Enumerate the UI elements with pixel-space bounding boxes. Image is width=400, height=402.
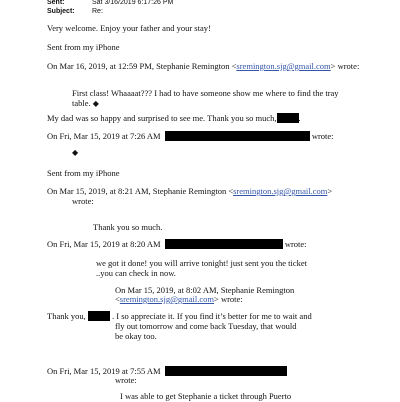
- appreciate-line-1: . I so appreciate it. If you find it’s better for me to wait and: [112, 311, 312, 321]
- quote-header-2-text: On Fri, Mar 15, 2019 at 7:26 AM: [47, 131, 161, 141]
- redaction-block: [277, 113, 299, 123]
- quote-header-1-end: > wrote:: [330, 61, 360, 71]
- quote-header-4-end: wrote:: [284, 239, 307, 249]
- appreciate-line-2: fly out tomorrow and come back Tuesday, that would: [115, 321, 297, 331]
- first-class-line-2: [72, 98, 99, 109]
- quote-header-6-wrote: wrote:: [115, 375, 137, 385]
- replacement-char-icon: ◆: [92, 99, 99, 108]
- replacement-char-icon: ◆: [72, 148, 79, 157]
- signature-line: Sent from my iPhone: [47, 42, 120, 52]
- signature-line-2: Sent from my iPhone: [47, 168, 120, 178]
- thank-you-line: Thank you so much.: [93, 222, 163, 232]
- quote-header-6-text: On Fri, Mar 15, 2019 at 7:55 AM: [47, 366, 161, 376]
- quote-header-5-open: <: [115, 294, 120, 304]
- redaction-block: [165, 131, 310, 141]
- thank-you-name-text: Thank you,: [47, 311, 86, 321]
- redaction-block: [165, 239, 283, 249]
- quote-header-4: [47, 239, 307, 250]
- quote-header-6: [47, 366, 287, 377]
- dad-line-end: .: [298, 113, 301, 123]
- first-class-line-2-text: table.: [72, 98, 91, 108]
- quote-header-3-end: >: [327, 186, 333, 196]
- sent-label: Sent:: [47, 0, 65, 6]
- quote-header-5-end: > wrote:: [214, 294, 243, 304]
- quote-header-5-cont: [115, 294, 243, 305]
- dad-line-text: My dad was so happy and surprised to see me. Thank you so much,: [47, 113, 277, 123]
- quote-header-1: [47, 61, 359, 72]
- appreciate-line-3: be okay too.: [115, 331, 157, 341]
- done-line-2: ..you can check in now.: [96, 268, 176, 278]
- email-link-3[interactable]: sremington.sjg@gmail.com: [119, 294, 215, 304]
- quote-header-3-text: On Mar 15, 2019, at 8:21 AM, Stephanie Remington <: [47, 186, 234, 196]
- done-line-1: we got it done! you will arrive tonight! just sent you the ticket: [96, 258, 308, 268]
- subject-value: Re:: [92, 8, 103, 15]
- quote-header-5: On Mar 15, 2019, at 8:02 AM, Stephanie Remington: [115, 285, 295, 295]
- quote-header-4-text: On Fri, Mar 15, 2019 at 8:20 AM: [47, 239, 161, 249]
- last-line: I was able to get Stephanie a ticket through Puerto: [120, 391, 292, 401]
- dad-line: [47, 113, 301, 124]
- thank-you-name-line: [47, 311, 110, 322]
- quote-header-2-end: wrote:: [311, 131, 334, 141]
- sent-value: Sat 3/16/2019 6:17:26 PM: [92, 0, 174, 6]
- email-link-2[interactable]: sremington.sjg@gmail.com: [233, 186, 328, 196]
- first-class-line-1: First class! Whaaaat??? I had to have someone show me where to find the tray: [72, 88, 339, 98]
- quote-header-1-text: On Mar 16, 2019, at 12:59 PM, Stephanie Remington <: [47, 61, 237, 71]
- redaction-block: [88, 311, 110, 321]
- redaction-block: [165, 366, 287, 376]
- quote-header-3-wrote: wrote:: [72, 196, 94, 206]
- reply-line: Very welcome. Enjoy your father and your stay!: [47, 23, 211, 33]
- subject-label: Subject:: [47, 8, 75, 15]
- quote-header-2: [47, 131, 334, 142]
- email-link-1[interactable]: sremington.sjg@gmail.com: [236, 61, 331, 71]
